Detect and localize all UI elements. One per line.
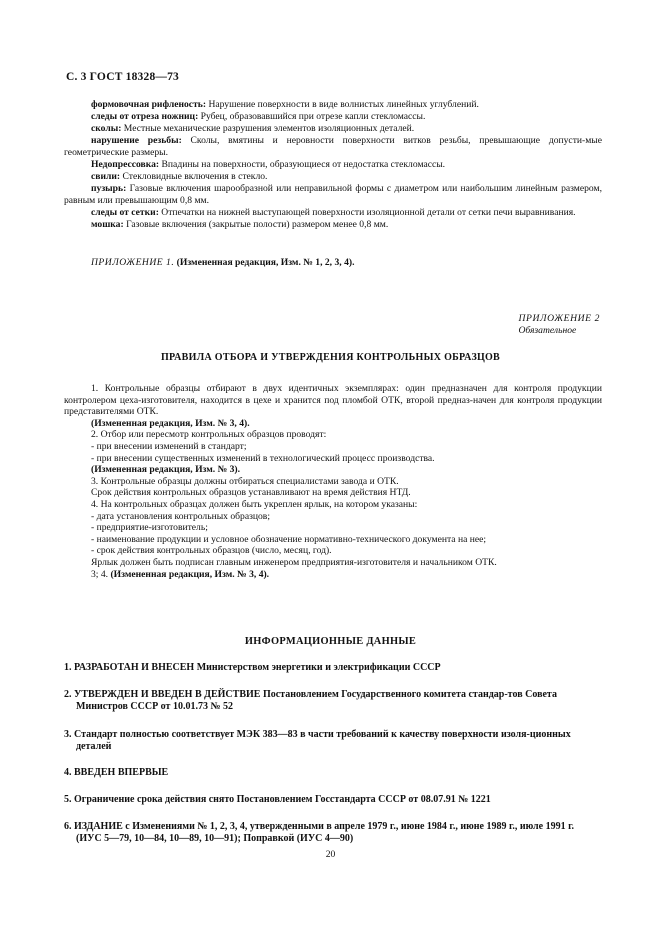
definition-text: Газовые включения (закрытые полости) размером менее 0,8 мм.: [123, 219, 389, 230]
appendix1-note: [91, 257, 354, 268]
info-item: [64, 662, 602, 674]
appendix2-status: Обязательное: [518, 325, 577, 336]
info-item: [64, 794, 602, 806]
definition-text: Газовые включения шарообразной или неправильной формы с диаметром или наибольшим линейным размером, равным или превышающим 0,8 мм.: [64, 183, 602, 206]
definition-text: Стекловидные включения в стекло.: [120, 171, 268, 182]
definition-item: [64, 159, 602, 171]
info-item: [64, 689, 602, 713]
definition-text: Впадины на поверхности, образующиеся от недостатка стекломассы.: [159, 159, 446, 170]
page-number: 20: [325, 849, 336, 860]
definition-item: [64, 135, 602, 159]
definition-item: [64, 99, 602, 111]
appendix2-heading: [518, 313, 600, 337]
revision-note-text: (Измененная редакция, Изм. № 3, 4).: [91, 417, 250, 429]
definition-item: [64, 171, 602, 183]
info-item-text: 3. Стандарт полностью соответствует МЭК 383—83 в части требований к качеству поверхности изоля-ционных деталей: [64, 729, 571, 752]
definitions-list: [64, 99, 602, 231]
definition-term: Недопрессовка:: [91, 159, 160, 170]
appendix1-revision: (Измененная редакция, Изм. № 1, 2, 3, 4).: [176, 257, 355, 268]
definition-term: следы от отреза ножниц:: [91, 111, 199, 122]
definition-item: [64, 183, 602, 207]
definition-text: Местные механические разрушения элементов изоляционных деталей.: [121, 123, 415, 134]
rule-paragraph: 3. Контрольные образцы должны отбираться специалистами завода и ОТК.: [91, 475, 399, 487]
definition-text: Нарушение поверхности в виде волнистых линейных углублений.: [206, 99, 479, 110]
revision-note-prefix: 3; 4.: [91, 568, 109, 580]
definition-item: [64, 207, 602, 219]
rules-body: [64, 383, 602, 580]
info-item: [64, 821, 602, 845]
rule-list-item: - при внесении изменений в стандарт;: [91, 440, 247, 452]
rule-paragraph: 1. Контрольные образцы отбирают в двух идентичных экземплярах: один предназначен для контроля продукции контролером цеха-изготовителя, находится в цехе и хранится под пломбой ОТК, второй предназ-начен для контроля продукции представителями ОТК.: [64, 383, 602, 418]
definition-term: сколы:: [91, 123, 122, 134]
definition-term: мошка:: [91, 219, 124, 230]
revision-note: [64, 418, 602, 430]
info-item: [64, 767, 602, 779]
definition-term: следы от сетки:: [91, 207, 159, 218]
definition-item: [64, 111, 602, 123]
info-item-text: 4. ВВЕДЕН ВПЕРВЫЕ: [64, 767, 169, 778]
rule-list-item: - срок действия контрольных образцов (число, месяц, год).: [91, 545, 332, 557]
info-item-text: 2. УТВЕРЖДЕН И ВВЕДЕН В ДЕЙСТВИЕ Постановлением Государственного комитета стандар-тов Совета Министров СССР от 10.01.73 № 52: [64, 689, 557, 712]
appendix2-label: ПРИЛОЖЕНИЕ 2: [518, 313, 600, 324]
info-item-text: 1. РАЗРАБОТАН И ВНЕСЕН Министерством энергетики и электрификации СССР: [64, 662, 441, 673]
rule-paragraph: Ярлык должен быть подписан главным инженером предприятия-изготовителя и начальником ОТК.: [91, 556, 497, 568]
definition-item: [64, 219, 602, 231]
rule-list-item: - наименование продукции и условное обозначение нормативно-технического документа на нее;: [91, 533, 487, 545]
rule-list-item: - предприятие-изготовитель;: [91, 522, 208, 534]
revision-note-text: (Измененная редакция, Изм. № 3).: [91, 464, 241, 476]
definition-term: свили:: [91, 171, 121, 182]
info-item-text: 5. Ограничение срока действия снято Постановлением Госстандарта СССР от 08.07.91 № 1221: [64, 794, 491, 805]
revision-note: [64, 464, 602, 476]
rule-paragraph: 4. На контрольных образцах должен быть укреплен ярлык, на котором указаны:: [91, 498, 418, 510]
rule-list-item: - дата установления контрольных образцов;: [91, 510, 271, 522]
info-item: [64, 729, 602, 753]
definition-item: [64, 123, 602, 135]
info-item-text: 6. ИЗДАНИЕ с Изменениями № 1, 2, 3, 4, утвержденными в апреле 1979 г., июне 1984 г., июне 1989 г., июле 1991 г. (ИУС 5—79, 10—84, 10—89, 10—91); Поправкой (ИУС 4—90): [64, 821, 574, 844]
definition-term: пузырь:: [91, 183, 127, 194]
revision-note-text: (Измененная редакция, Изм. № 3, 4).: [108, 568, 270, 580]
page-header: С. 3 ГОСТ 18328—73: [66, 71, 179, 83]
rule-list-item: - при внесении существенных изменений в технологический процесс производства.: [91, 452, 435, 464]
definition-text: Отпечатки на нижней выступающей поверхности изоляционной детали от сетки печи выравнивания.: [158, 207, 576, 218]
rule-paragraph: 2. Отбор или пересмотр контрольных образцов проводят:: [91, 429, 327, 441]
definition-term: формовочная рифленость:: [91, 99, 207, 110]
definition-text: Сколы, вмятины и неровности поверхности витков резьбы, превышающие допусти-мые геометрические размеры.: [64, 135, 602, 158]
appendix1-label: ПРИЛОЖЕНИЕ 1.: [91, 257, 175, 268]
section-title: ПРАВИЛА ОТБОРА И УТВЕРЖДЕНИЯ КОНТРОЛЬНЫХ ОБРАЗЦОВ: [160, 352, 501, 363]
rule-paragraph: Срок действия контрольных образцов устанавливают на время действия НТД.: [91, 487, 411, 499]
definition-text: Рубец, образовавшийся при отрезе капли стекломассы.: [198, 111, 426, 122]
revision-note: [64, 569, 602, 581]
definition-term: нарушение резьбы:: [91, 135, 182, 146]
info-title: ИНФОРМАЦИОННЫЕ ДАННЫЕ: [244, 636, 417, 647]
